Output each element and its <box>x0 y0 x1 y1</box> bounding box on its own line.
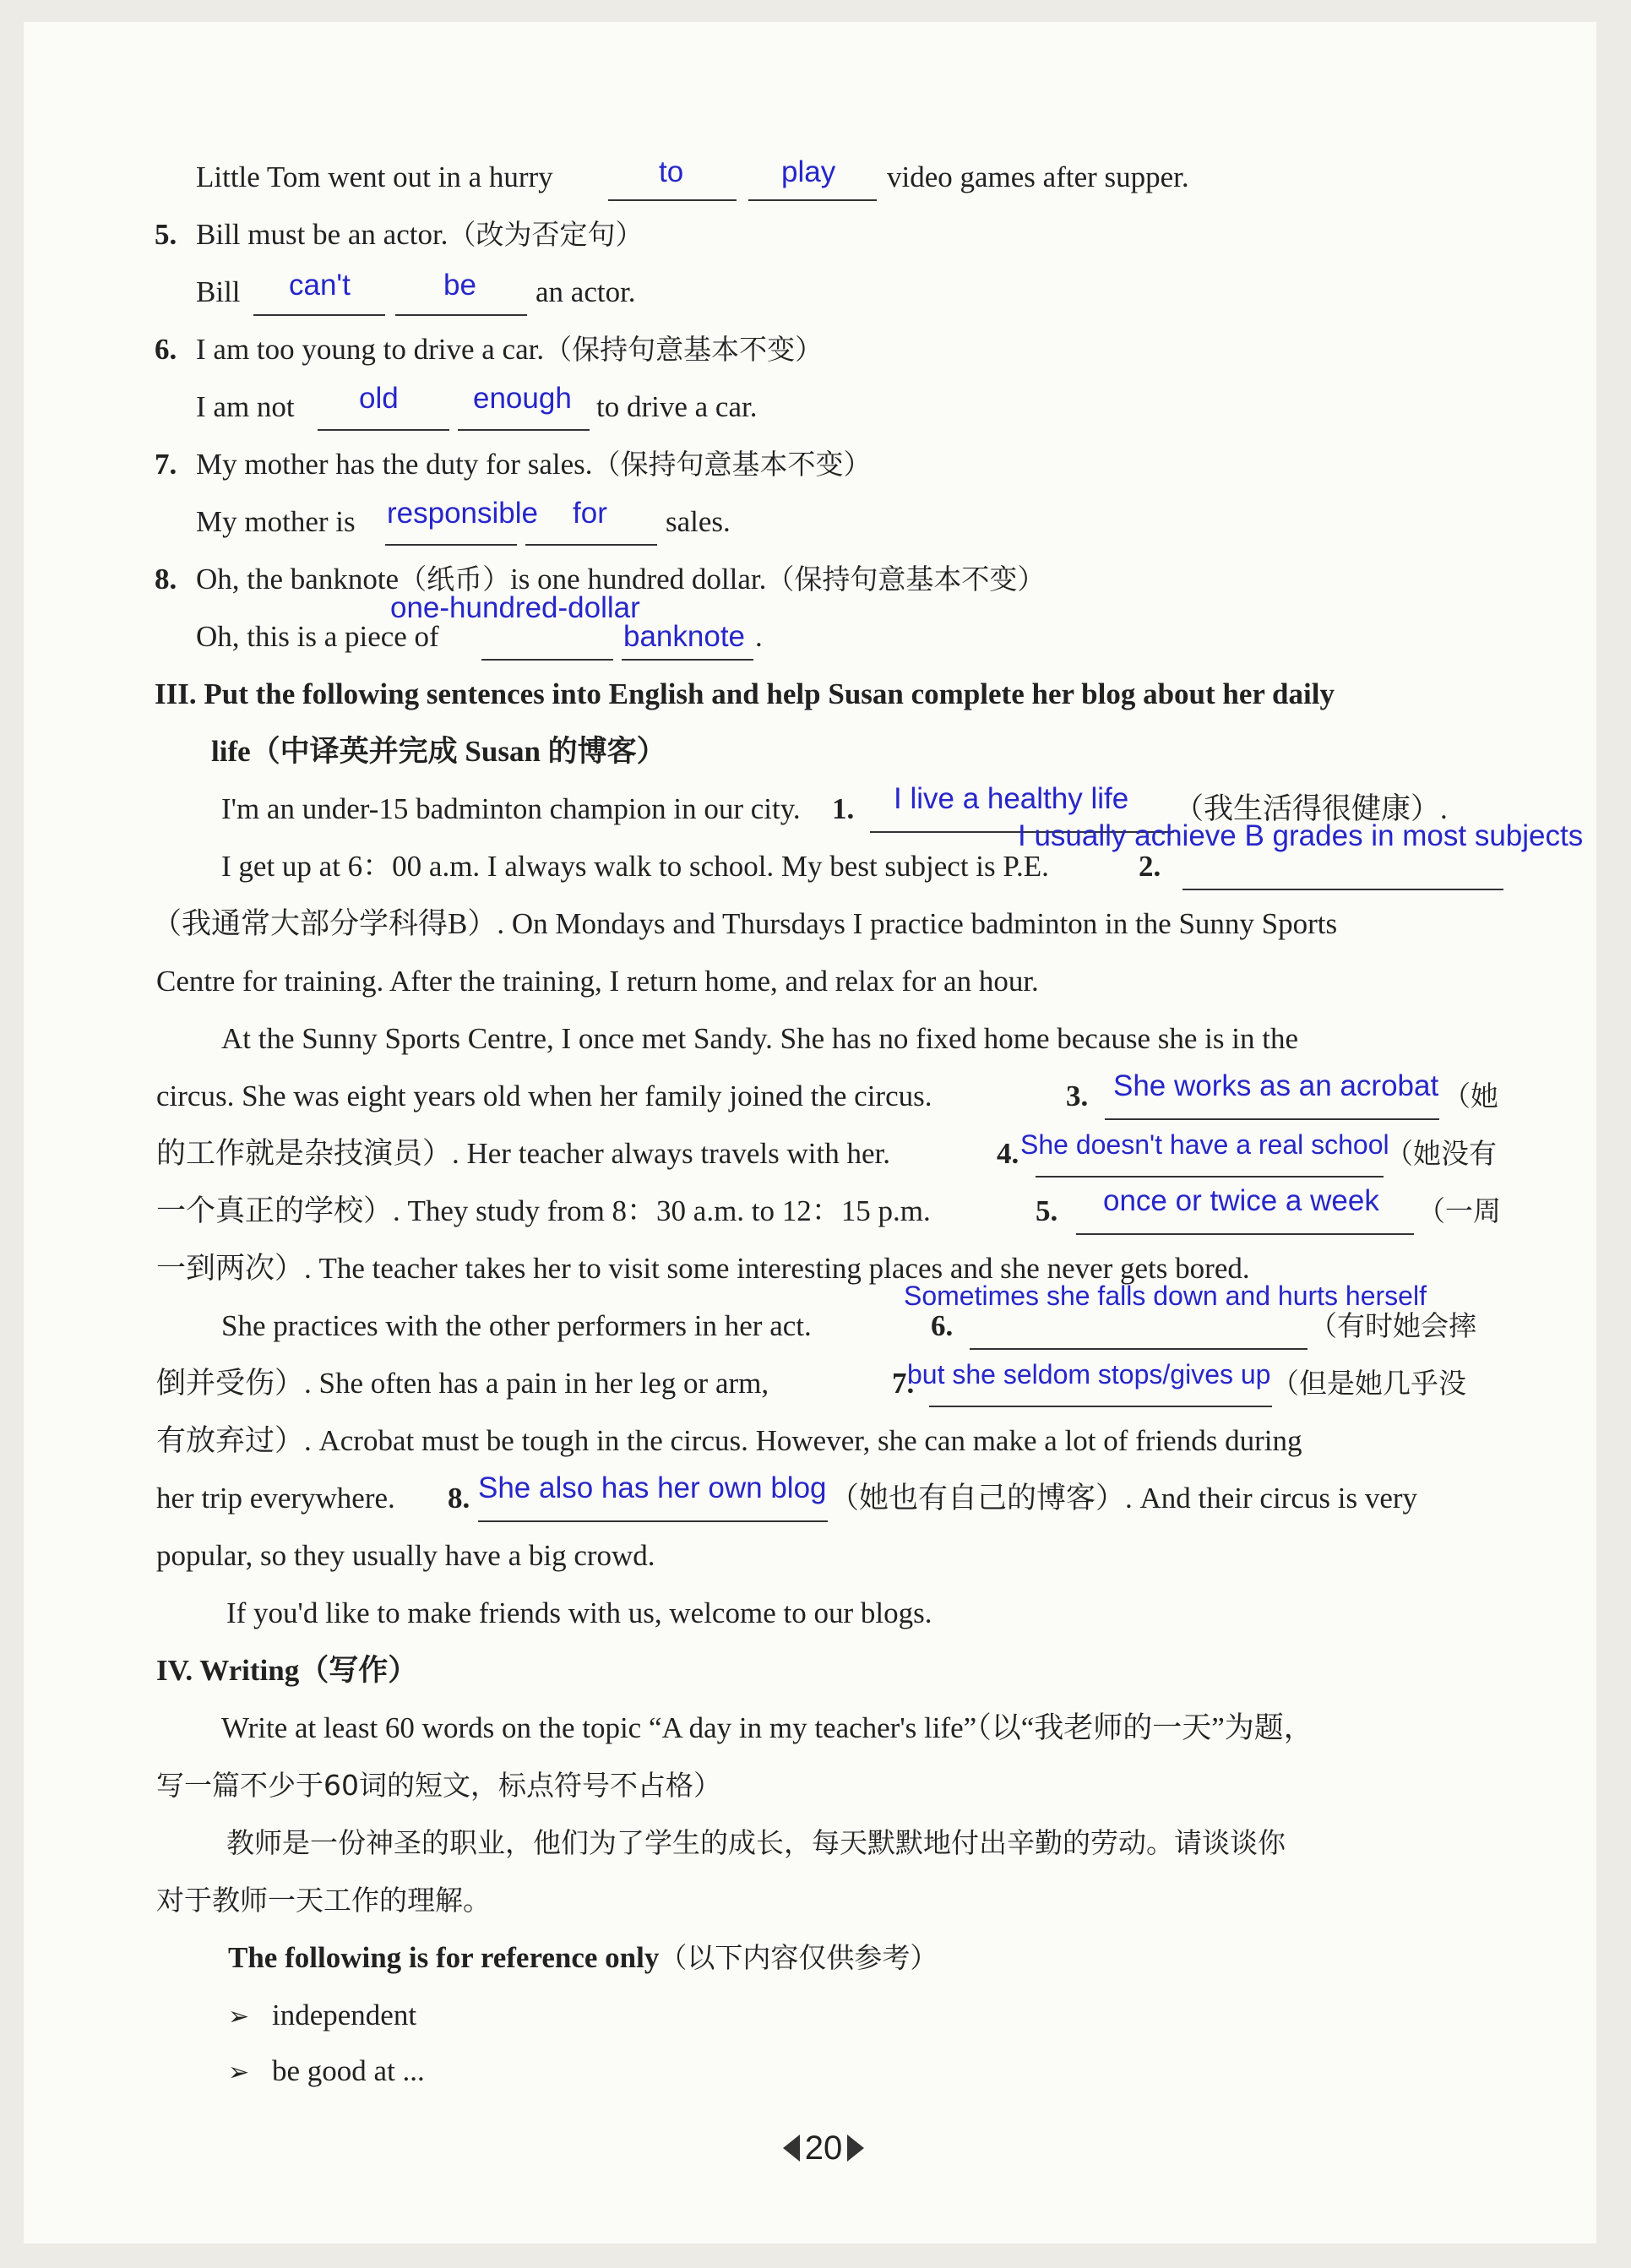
q6-stem: I am too young to drive a car.（保持句意基本不变） <box>196 333 824 366</box>
s4-line2: 写一篇不少于60词的短文，标点符号不占格） <box>156 1769 721 1802</box>
s3-answer-2: I usually achieve B grades in most subjects <box>1018 819 1584 852</box>
q6-start: I am not <box>196 390 295 423</box>
s3-p4a: She practices with the other performers in her act. <box>221 1309 812 1342</box>
prev-page-icon[interactable] <box>783 2135 800 2162</box>
s3-answer-1: I live a healthy life <box>894 782 1129 815</box>
s4-line3: 教师是一份神圣的职业，他们为了学生的成长，每天默默地付出辛勤的劳动。请谈谈你 <box>226 1826 1286 1859</box>
s3-p3d: 一个真正的学校）. They study from 8：30 a.m. to 12：15 p.m. <box>156 1194 931 1227</box>
q8-blank-2 <box>622 659 753 661</box>
s3-p4d-end: （她也有自己的博客）. And their circus is very <box>829 1482 1418 1515</box>
s3-blank-4 <box>1036 1176 1384 1178</box>
s3-p4e: popular, so they usually have a big crowd. <box>156 1539 655 1572</box>
s3-p2b: （我通常大部分学科得B）. On Mondays and Thursdays I practice badminton in the Sunny Sports <box>152 907 1338 940</box>
q5-end: an actor. <box>536 275 636 308</box>
s3-p5: If you'd like to make friends with us, welcome to our blogs. <box>226 1596 932 1629</box>
section3-title-line1: III. Put the following sentences into English and help Susan complete her blog about her daily <box>155 677 1335 710</box>
s3-n6: 6. <box>931 1309 954 1342</box>
q7-stem: My mother has the duty for sales.（保持句意基本不变） <box>196 448 872 481</box>
s3-p3b-zh: （她 <box>1443 1080 1498 1112</box>
q4-answer-2: play <box>781 155 836 188</box>
s3-n5: 5. <box>1036 1194 1058 1227</box>
bullet-item: independent <box>272 1999 417 2031</box>
q5-answer-1: can't <box>289 269 351 302</box>
s3-n4: 4. <box>997 1137 1019 1170</box>
s3-n7: 7. <box>892 1367 915 1400</box>
s3-p4b: 倒并受伤）. She often has a pain in her leg or arm, <box>156 1367 769 1400</box>
q8-number: 8. <box>155 563 177 596</box>
s3-p3e: 一到两次）. The teacher takes her to visit some interesting places and she never gets bored. <box>156 1252 1250 1285</box>
q4-answer-1: to <box>659 155 684 188</box>
q7-end: sales. <box>666 505 731 538</box>
s3-p3d-zh: （一周 <box>1417 1194 1501 1227</box>
s4-line4: 对于教师一天工作的理解。 <box>156 1884 491 1917</box>
q6-blank-2 <box>458 429 590 431</box>
s3-n1: 1. <box>832 792 855 825</box>
q5-stem: Bill must be an actor.（改为否定句） <box>196 218 644 251</box>
s3-n2: 2. <box>1139 850 1161 883</box>
s3-p3b: circus. She was eight years old when her family joined the circus. <box>156 1080 932 1112</box>
page-nav <box>777 2127 870 2169</box>
q4-line-end: video games after supper. <box>887 160 1189 193</box>
q4-blank-1 <box>608 199 737 201</box>
q6-blank-1 <box>318 429 449 431</box>
q7-number: 7. <box>155 448 177 481</box>
q8-stem: Oh, the banknote（纸币）is one hundred dollar.（保持句意基本不变） <box>196 563 1046 596</box>
s4-line1: Write at least 60 words on the topic “A day in my teacher's life”（以“我老师的一天”为题， <box>221 1711 1313 1744</box>
s3-p3c: 的工作就是杂技演员）. Her teacher always travels with her. <box>156 1137 890 1170</box>
q7-blank-2 <box>525 544 657 546</box>
q8-start: Oh, this is a piece of <box>196 620 439 653</box>
page-number: 20 <box>804 2129 843 2167</box>
section4-title: IV. Writing（写作） <box>156 1654 418 1687</box>
q6-end: to drive a car. <box>596 390 758 423</box>
section3-title-line2: life（中译英并完成 Susan 的博客） <box>211 735 666 768</box>
q4-blank-2 <box>748 199 877 201</box>
q7-start: My mother is <box>196 505 356 538</box>
s3-answer-3: She works as an acrobat <box>1113 1069 1439 1102</box>
s4-reference: The following is for reference only（以下内容仅供参考） <box>228 1941 938 1974</box>
s3-answer-5: once or twice a week <box>1103 1184 1379 1217</box>
s3-answer-8: She also has her own blog <box>478 1471 827 1504</box>
q4-line: Little Tom went out in a hurry <box>196 160 553 193</box>
s3-p2a: I get up at 6：00 a.m. I always walk to school. My best subject is P.E. <box>221 850 1049 883</box>
s3-blank-3 <box>1105 1118 1439 1120</box>
s3-p1a: I'm an under-15 badminton champion in our city. <box>221 792 801 825</box>
s3-p2c: Centre for training. After the training, I return home, and relax for an hour. <box>156 965 1039 998</box>
s3-p4a-zh: （有时她会摔 <box>1309 1309 1476 1342</box>
s3-p4b-zh: （但是她几乎没 <box>1271 1367 1466 1400</box>
q8-answer-2: banknote <box>623 620 746 653</box>
q5-blank-1 <box>253 314 385 316</box>
q8-answer-1: one-hundred-dollar <box>390 591 640 624</box>
s3-n8: 8. <box>448 1482 470 1515</box>
s3-p4c: 有放弃过）. Acrobat must be tough in the circus. However, she can make a lot of friends during <box>156 1424 1302 1457</box>
q8-blank-1 <box>481 659 613 661</box>
q6-answer-2: enough <box>473 382 572 415</box>
q6-number: 6. <box>155 333 177 366</box>
q7-blank-1 <box>385 544 517 546</box>
s3-answer-7: but she seldom stops/gives up <box>907 1359 1271 1390</box>
bullet-arrow-icon: ➢ <box>228 2058 250 2087</box>
s3-answer-6: Sometimes she falls down and hurts herself <box>904 1281 1427 1311</box>
q7-answer-2: for <box>573 497 607 530</box>
s3-blank-8 <box>478 1520 828 1522</box>
q7-answer-1: responsible <box>387 497 538 530</box>
q8-end: . <box>755 620 763 653</box>
s3-blank-6 <box>970 1348 1308 1350</box>
next-page-icon[interactable] <box>847 2135 864 2162</box>
s3-blank-7 <box>929 1406 1272 1407</box>
s3-n3: 3. <box>1066 1080 1089 1112</box>
s3-answer-4: She doesn't have a real school <box>1020 1129 1389 1160</box>
q5-blank-2 <box>395 314 527 316</box>
q5-number: 5. <box>155 218 177 251</box>
s3-p1b: （我生活得很健康）. <box>1174 792 1448 825</box>
s3-blank-2 <box>1182 889 1503 890</box>
s3-p3a: At the Sunny Sports Centre, I once met Sandy. She has no fixed home because she is in the <box>221 1022 1298 1055</box>
q5-answer-2: be <box>443 269 476 302</box>
s3-p3c-zh: （她没有 <box>1385 1137 1497 1170</box>
bullet-arrow-icon: ➢ <box>228 2002 250 2031</box>
s3-p4d: her trip everywhere. <box>156 1482 395 1515</box>
q6-answer-1: old <box>359 382 399 415</box>
s3-blank-5 <box>1076 1233 1414 1235</box>
q5-start: Bill <box>196 275 241 308</box>
bullet-item: be good at ... <box>272 2054 425 2087</box>
